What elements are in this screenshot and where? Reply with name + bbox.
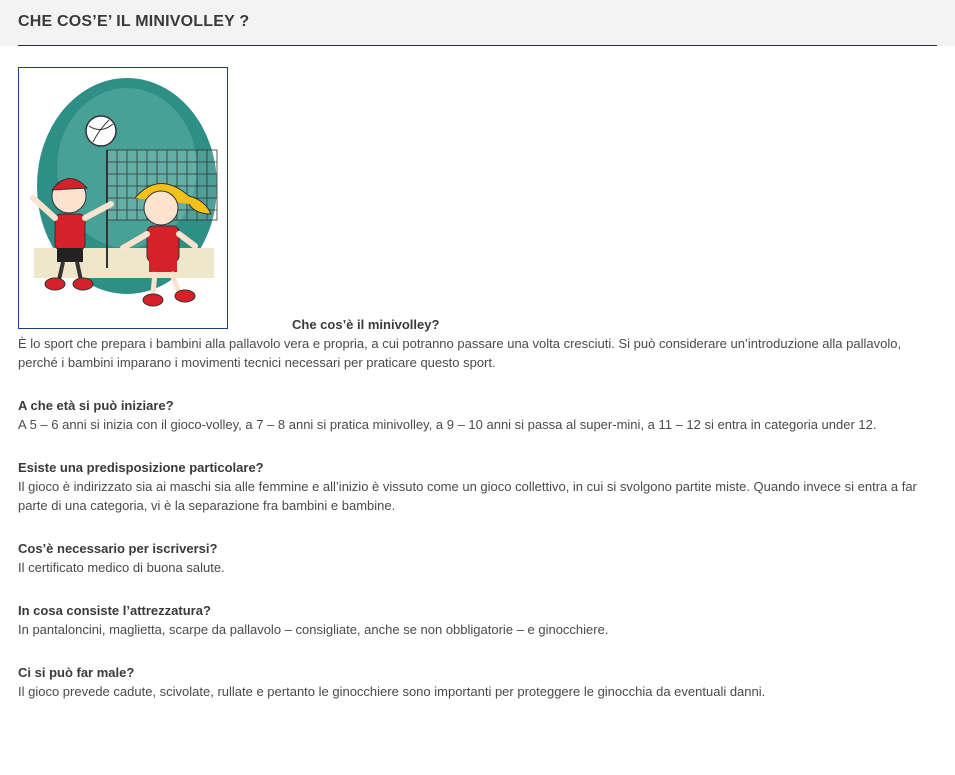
faq-item (18, 601, 943, 639)
faq-answer: Il gioco è indirizzato sia ai maschi sia alle femmine e all’inizio è vissuto come un gioco collettivo, in cui si svolgono partite miste. Quando invece si entra a far parte di una categoria, vi è la separazione fra bambini e bambine. (18, 479, 917, 513)
faq-answer: In pantaloncini, maglietta, scarpe da pallavolo – consigliate, anche se non obbligatorie – e ginocchiere. (18, 622, 609, 637)
faq-question: Che cos’è il minivolley? (292, 317, 440, 332)
faq-question: A che età si può iniziare? (18, 398, 174, 413)
faq-answer: Il gioco prevede cadute, scivolate, rullate e pertanto le ginocchiere sono importanti per proteggere le ginocchia da eventuali danni. (18, 684, 766, 699)
faq-answer: Il certificato medico di buona salute. (18, 560, 225, 575)
faq-question: Esiste una predisposizione particolare? (18, 460, 264, 475)
faq-question: In cosa consiste l’attrezzatura? (18, 603, 211, 618)
faq-question: Ci si può far male? (18, 665, 135, 680)
faq-item (18, 458, 943, 515)
page-header (0, 0, 955, 46)
page-title: CHE COS’E’ IL MINIVOLLEY ? (18, 13, 250, 30)
faq-answer: A 5 – 6 anni si inizia con il gioco-volley, a 7 – 8 anni si pratica minivolley, a 9 – 10 anni si passa al super-mini, a 11 – 12 si entra in categoria under 12. (18, 417, 877, 432)
faq-item (18, 396, 943, 434)
minivolley-kids-icon (19, 68, 227, 328)
faq-answer: È lo sport che prepara i bambini alla pallavolo vera e propria, a cui potranno passare una volta cresciuti. Si può considerare un’introduzione alla pallavolo, perché i bambini imparano i movimenti tecnici necessari per praticare questo sport. (18, 336, 902, 370)
article-body (18, 67, 943, 701)
minivolley-illustration (18, 67, 228, 329)
faq-item (18, 663, 943, 701)
faq-question: Cos’è necessario per iscriversi? (18, 541, 218, 556)
faq-item (18, 539, 943, 577)
title-divider (18, 45, 937, 46)
